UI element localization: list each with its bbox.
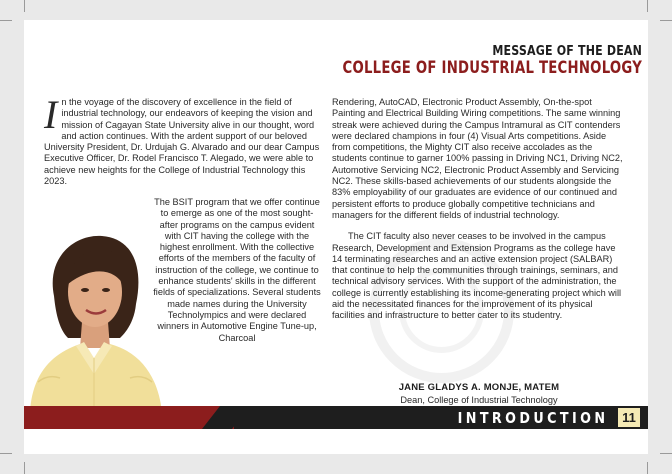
magazine-page <box>24 20 648 454</box>
message-title: MESSAGE OF THE DEAN <box>492 44 642 59</box>
achievements-paragraph: Rendering, AutoCAD, Electronic Product Assembly, On-the-spot Painting and Electrical Building Wiring competitions. The same winning streak were achieved during the Campus Intramural as CIT contenders were declared champions in four (4) Visual Arts competitions. Aside from competitions, the Mighty CIT also receive accolades as the students continue to garner 100% passing in Driving NC1, Driving NC2, Automotive Servicing NC2, Electronic Product Assembly and Servicing NC2. These skills-based achievements of our students alongside the 83% employability of our graduates are evidence of our continued and persistent efforts to produce globally competitive technicians and managers for the different fields of industrial technology. <box>332 97 623 220</box>
crop-mark <box>0 453 12 454</box>
dean-portrait <box>24 226 164 412</box>
section-label: INTRODUCTION <box>457 409 608 427</box>
dropcap: I <box>44 92 58 137</box>
signature-block <box>364 382 594 405</box>
page-footer <box>24 406 648 429</box>
crop-mark <box>660 453 672 454</box>
crop-mark <box>0 20 12 21</box>
crop-mark <box>24 462 25 474</box>
page-number: 11 <box>618 408 640 427</box>
intro-text: n the voyage of the discovery of excellence in the field of industrial technology, our endeavors of keeping the vision and mission of Cagayan State University alive in our thought, word and action continues. With the ardent support of our beloved University President, Dr. Urdujah G. Alvarado and our dear Campus Executive Officer, Dr. Rodel Francisco T. Alegado, we were able to achieve new heights for the College of Industrial Technology this 2023. <box>44 97 320 187</box>
crop-mark <box>647 0 648 12</box>
crop-mark <box>24 0 25 12</box>
dean-role: Dean, College of Industrial Technology <box>400 395 558 405</box>
page-header <box>258 45 642 77</box>
college-title: COLLEGE OF INDUSTRIAL TECHNOLOGY <box>342 58 642 78</box>
crop-mark <box>660 20 672 21</box>
right-column <box>332 97 624 322</box>
research-paragraph: The CIT faculty also never ceases to be involved in the campus Research, Development and Extension Programs as the college have 14 terminating researches and an active extension project (SALBAR) that continue to help the communities through trainings, seminars, and technical advisory services. With the support of the administration, the college is currently establishing its income-generating project which will aid the necessitated finances for the improvement of its physical facilities and infrastructure to better cater to its studentry. <box>332 231 622 321</box>
intro-paragraph <box>44 92 320 187</box>
crop-mark <box>647 462 648 474</box>
dean-name: JANE GLADYS A. MONJE, MATEM <box>398 382 560 393</box>
bsit-paragraph: The BSIT program that we offer continue to emerge as one of the most sought-after programs on the campus evident with CIT having the college with the highest enrollment. With the collective efforts of the members of the faculty of instruction of the college, we continue to enhance students' skills in the different fields of specializations. Several students made names during the University Technolympics and were declared winners in Automotive Engine Tune-up, Charcoal <box>153 197 321 343</box>
